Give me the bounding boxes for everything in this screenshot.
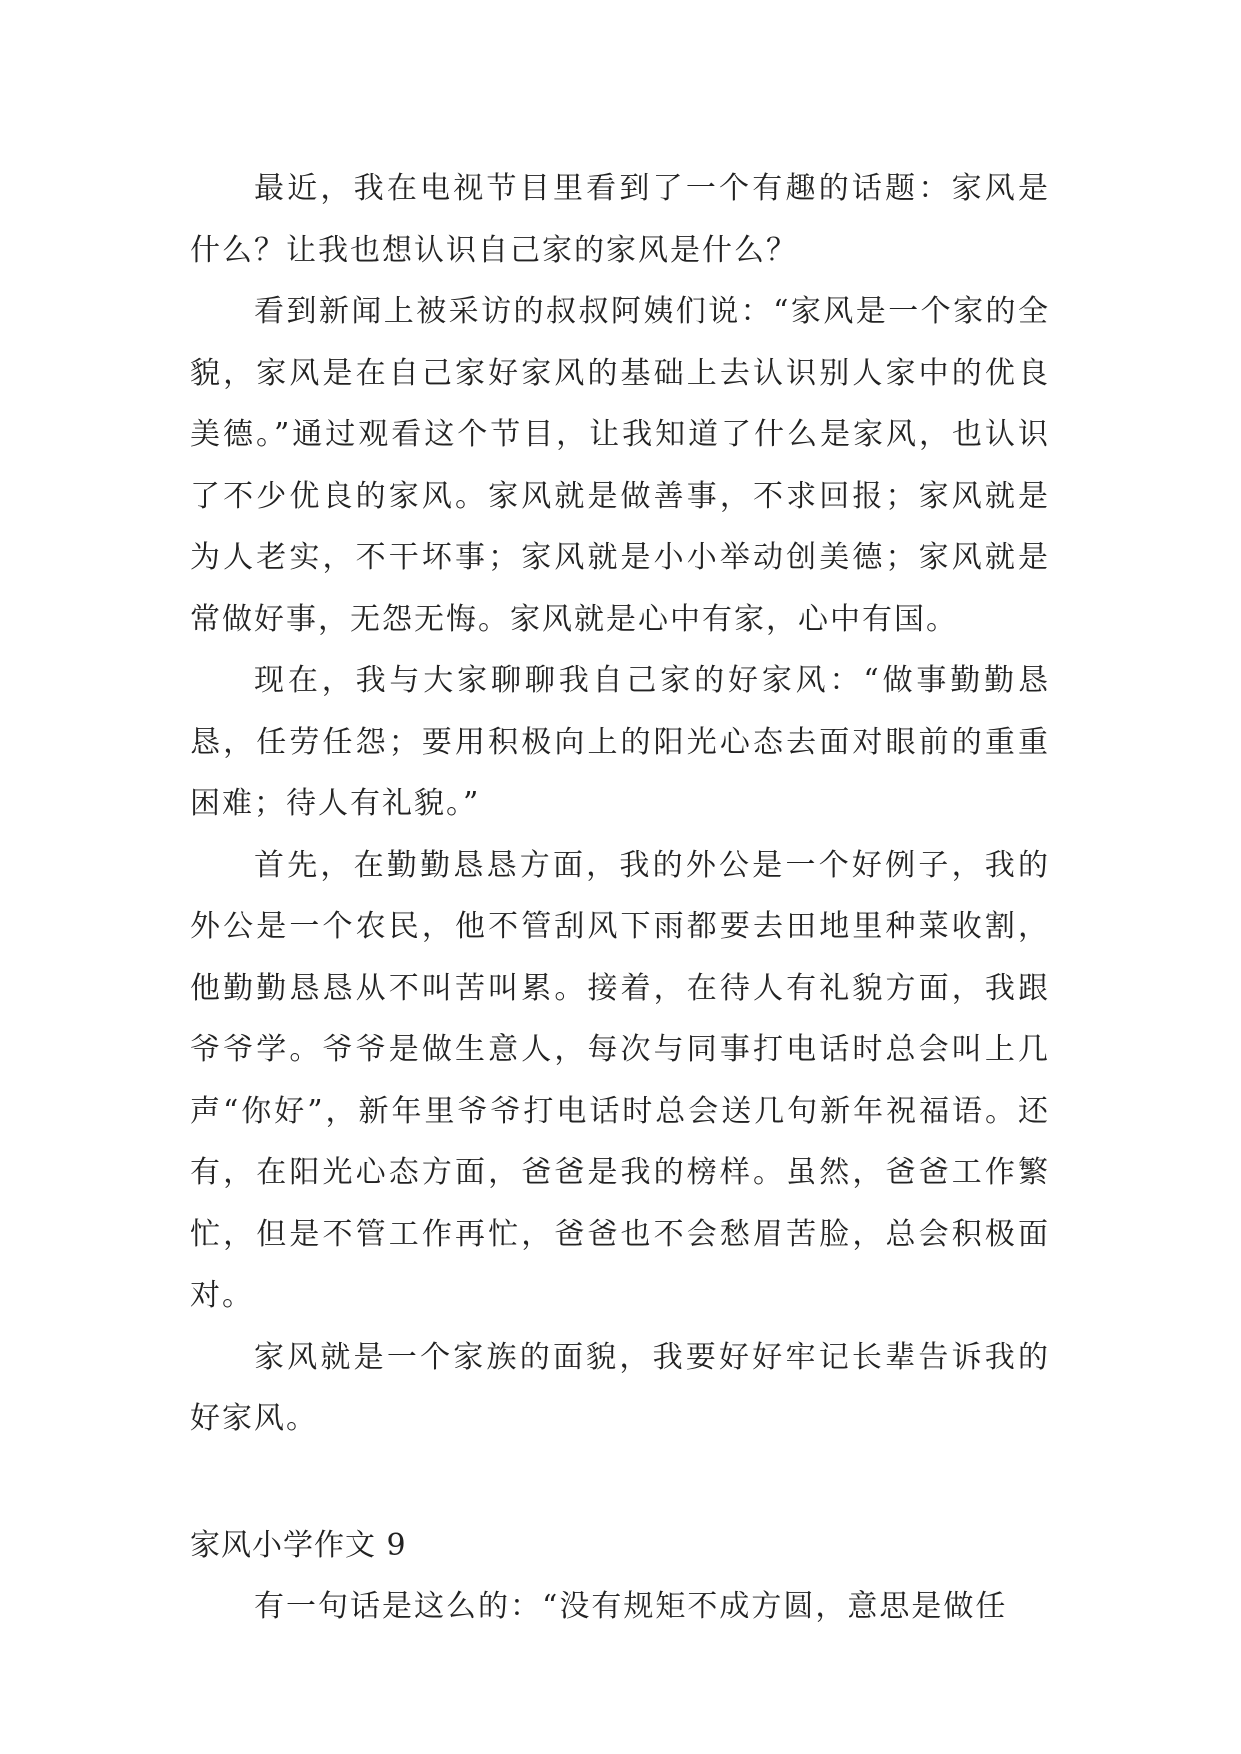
paragraph: 最近，我在电视节目里看到了一个有趣的话题：家风是什么？让我也想认识自己家的家风是什么？ bbox=[190, 171, 1050, 268]
paragraph: 看到新闻上被采访的叔叔阿姨们说：“家风是一个家的全貌，家风是在自己家好家风的基础上去认识别人家中的优良美德。”通过观看这个节目，让我知道了什么是家风，也认识了不少优良的家风。家风就是做善事，不求回报；家风就是为人老实，不干坏事；家风就是小小举动创美德；家风就是常做好事，无怨无悔。家风就是心中有家，心中有国。 bbox=[190, 294, 1050, 637]
paragraph: 首先，在勤勤恳恳方面，我的外公是一个好例子，我的外公是一个农民，他不管刮风下雨都要去田地里种菜收割，他勤勤恳恳从不叫苦叫累。接着，在待人有礼貌方面，我跟爷爷学。爷爷是做生意人，每次与同事打电话时总会叫上几声“你好”，新年里爷爷打电话时总会送几句新年祝福语。还有，在阳光心态方面，爸爸是我的榜样。虽然，爸爸工作繁忙，但是不管工作再忙，爸爸也不会愁眉苦脸，总会积极面对。 bbox=[190, 847, 1050, 1313]
paragraph: 有一句话是这么的：“没有规矩不成方圆，意思是做任 bbox=[254, 1589, 1008, 1624]
paragraph: 家风就是一个家族的面貌，我要好好牢记长辈告诉我的好家风。 bbox=[190, 1339, 1050, 1436]
paragraph: 现在，我与大家聊聊我自己家的好家风：“做事勤勤恳恳，任劳任怨；要用积极向上的阳光心态去面对眼前的重重困难；待人有礼貌。” bbox=[190, 663, 1050, 821]
document-body bbox=[190, 158, 1050, 1638]
section-heading: 家风小学作文 9 bbox=[190, 1527, 407, 1563]
